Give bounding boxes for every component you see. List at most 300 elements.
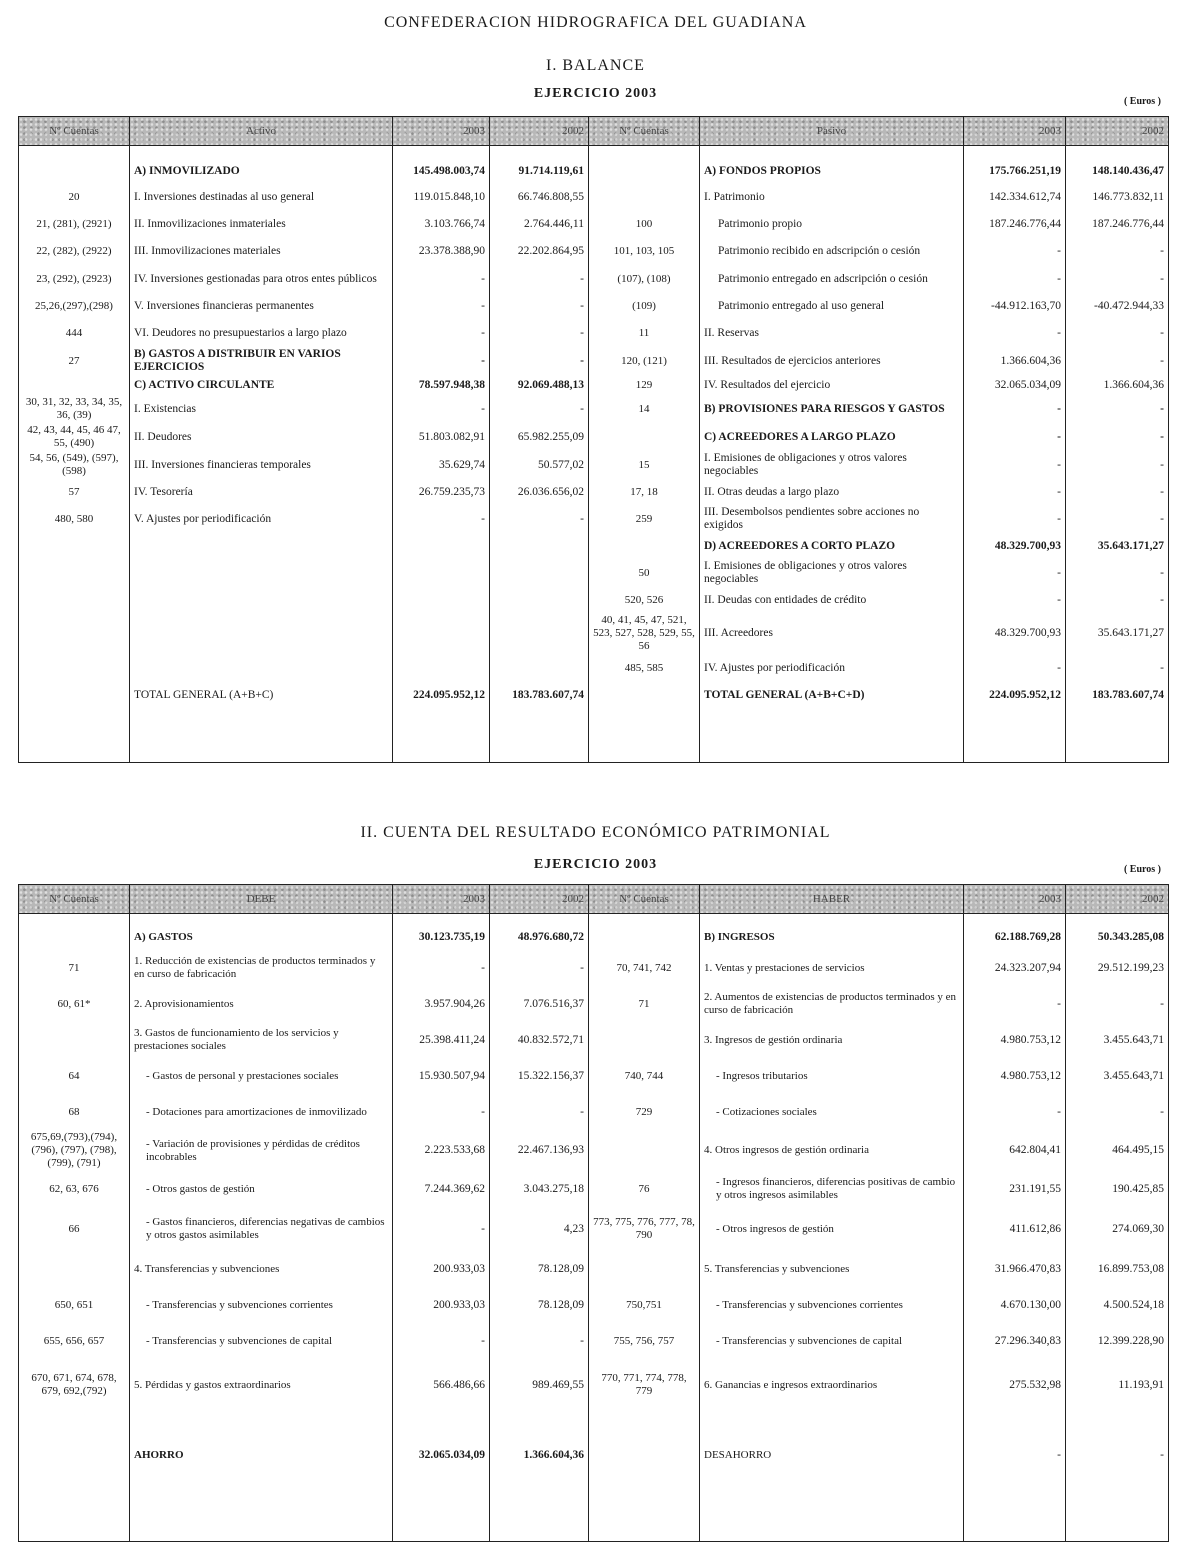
value-2002-activo: - bbox=[490, 320, 589, 347]
value-2003-debe: 200.933,03 bbox=[393, 1251, 490, 1287]
concept-pasivo: B) PROVISIONES PARA RIESGOS Y GASTOS bbox=[700, 395, 964, 423]
value-2002-haber: 274.069,30 bbox=[1066, 1207, 1169, 1251]
value-2002-activo: - bbox=[490, 395, 589, 423]
spacer-cell bbox=[19, 708, 130, 763]
concept-activo bbox=[130, 613, 393, 654]
value-2003-pasivo: - bbox=[964, 265, 1066, 293]
value-2002-pasivo: - bbox=[1066, 320, 1169, 347]
header-2003-pasivo: 2003 bbox=[964, 117, 1066, 146]
spacer-cell bbox=[490, 708, 589, 763]
concept-debe: - Otros gastos de gestión bbox=[130, 1171, 393, 1207]
header-2002-debe: 2002 bbox=[490, 885, 589, 914]
spacer-cell bbox=[964, 914, 1066, 925]
account-debe: 60, 61* bbox=[19, 986, 130, 1022]
concept-debe: - Dotaciones para amortizaciones de inmovilizado bbox=[130, 1094, 393, 1130]
account-pasivo bbox=[589, 158, 700, 184]
header-2002-pasivo: 2002 bbox=[1066, 117, 1169, 146]
concept-activo: TOTAL GENERAL (A+B+C) bbox=[130, 682, 393, 708]
resultado-header-row bbox=[19, 885, 1169, 914]
account-debe: 670, 671, 674, 678, 679, 692,(792) bbox=[19, 1359, 130, 1411]
spacer-cell bbox=[700, 146, 964, 159]
value-2002-pasivo: - bbox=[1066, 505, 1169, 533]
balance-row bbox=[19, 505, 1169, 533]
account-activo: 54, 56, (549), (597), (598) bbox=[19, 451, 130, 479]
concept-activo bbox=[130, 654, 393, 682]
value-2002-pasivo: - bbox=[1066, 347, 1169, 375]
value-2003-activo: 78.597.948,38 bbox=[393, 375, 490, 395]
account-pasivo: 129 bbox=[589, 375, 700, 395]
spacer-cell bbox=[19, 914, 130, 925]
concept-haber: - Cotizaciones sociales bbox=[700, 1094, 964, 1130]
resultado-row bbox=[19, 1058, 1169, 1094]
value-2003-activo: 224.095.952,12 bbox=[393, 682, 490, 708]
value-2002-pasivo: - bbox=[1066, 423, 1169, 451]
balance-row bbox=[19, 265, 1169, 293]
account-debe: 655, 656, 657 bbox=[19, 1323, 130, 1359]
value-2002-debe: 48.976.680,72 bbox=[490, 924, 589, 950]
value-2003-debe: - bbox=[393, 950, 490, 986]
value-2003-activo: 26.759.235,73 bbox=[393, 479, 490, 505]
resultado-table bbox=[18, 884, 1169, 1542]
value-2002-haber: 50.343.285,08 bbox=[1066, 924, 1169, 950]
concept-debe: - Transferencias y subvenciones corrientes bbox=[130, 1287, 393, 1323]
account-haber: 740, 744 bbox=[589, 1058, 700, 1094]
resultado-row bbox=[19, 1022, 1169, 1058]
concept-debe: AHORRO bbox=[130, 1411, 393, 1499]
value-2003-pasivo: - bbox=[964, 320, 1066, 347]
account-activo bbox=[19, 654, 130, 682]
balance-row bbox=[19, 479, 1169, 505]
spacer-cell bbox=[19, 1499, 130, 1542]
concept-pasivo: II. Otras deudas a largo plazo bbox=[700, 479, 964, 505]
concept-activo bbox=[130, 533, 393, 559]
header-activo: Activo bbox=[130, 117, 393, 146]
balance-row bbox=[19, 184, 1169, 211]
value-2003-activo: 3.103.766,74 bbox=[393, 211, 490, 238]
spacer-cell bbox=[589, 1499, 700, 1542]
value-2003-haber: 4.980.753,12 bbox=[964, 1058, 1066, 1094]
value-2002-pasivo: - bbox=[1066, 654, 1169, 682]
spacer-cell bbox=[130, 146, 393, 159]
value-2003-pasivo: - bbox=[964, 451, 1066, 479]
value-2003-debe: 2.223.533,68 bbox=[393, 1130, 490, 1171]
account-activo: 25,26,(297),(298) bbox=[19, 293, 130, 320]
account-pasivo: 100 bbox=[589, 211, 700, 238]
value-2002-activo: - bbox=[490, 347, 589, 375]
concept-activo: C) ACTIVO CIRCULANTE bbox=[130, 375, 393, 395]
account-haber bbox=[589, 1022, 700, 1058]
value-2003-debe: 566.486,66 bbox=[393, 1359, 490, 1411]
account-pasivo bbox=[589, 423, 700, 451]
value-2003-activo bbox=[393, 533, 490, 559]
concept-haber: 2. Aumentos de existencias de productos terminados y en curso de fabricación bbox=[700, 986, 964, 1022]
resultado-ejercicio: EJERCICIO 2003 bbox=[533, 857, 658, 872]
account-haber: 70, 741, 742 bbox=[589, 950, 700, 986]
concept-haber: 3. Ingresos de gestión ordinaria bbox=[700, 1022, 964, 1058]
resultado-title: II. CUENTA DEL RESULTADO ECONÓMICO PATRIMONIAL bbox=[360, 824, 831, 841]
resultado-row bbox=[19, 986, 1169, 1022]
header-2003-activo: 2003 bbox=[393, 117, 490, 146]
value-2002-debe: 40.832.572,71 bbox=[490, 1022, 589, 1058]
resultado-row bbox=[19, 1094, 1169, 1130]
account-debe: 675,69,(793),(794), (796), (797), (798), (799), (791) bbox=[19, 1130, 130, 1171]
value-2003-activo: 23.378.388,90 bbox=[393, 238, 490, 265]
concept-activo bbox=[130, 559, 393, 587]
account-pasivo: 520, 526 bbox=[589, 587, 700, 613]
value-2002-haber: 4.500.524,18 bbox=[1066, 1287, 1169, 1323]
value-2002-activo: 65.982.255,09 bbox=[490, 423, 589, 451]
value-2002-haber: 190.425,85 bbox=[1066, 1171, 1169, 1207]
value-2002-activo: 2.764.446,11 bbox=[490, 211, 589, 238]
spacer-cell bbox=[130, 914, 393, 925]
header-haber: HABER bbox=[700, 885, 964, 914]
value-2003-activo bbox=[393, 613, 490, 654]
account-haber bbox=[589, 1411, 700, 1499]
value-2003-haber: - bbox=[964, 1094, 1066, 1130]
account-haber: 750,751 bbox=[589, 1287, 700, 1323]
value-2003-debe: 25.398.411,24 bbox=[393, 1022, 490, 1058]
concept-pasivo: III. Resultados de ejercicios anteriores bbox=[700, 347, 964, 375]
balance-body bbox=[19, 146, 1169, 763]
value-2002-haber: - bbox=[1066, 1094, 1169, 1130]
org-title: CONFEDERACION HIDROGRAFICA DEL GUADIANA bbox=[384, 14, 807, 31]
account-pasivo: 101, 103, 105 bbox=[589, 238, 700, 265]
header-2002-activo: 2002 bbox=[490, 117, 589, 146]
value-2003-activo: 119.015.848,10 bbox=[393, 184, 490, 211]
value-2002-pasivo: 35.643.171,27 bbox=[1066, 533, 1169, 559]
concept-activo: A) INMOVILIZADO bbox=[130, 158, 393, 184]
concept-pasivo: Patrimonio propio bbox=[700, 211, 964, 238]
value-2003-activo bbox=[393, 654, 490, 682]
balance-row bbox=[19, 320, 1169, 347]
concept-haber: - Transferencias y subvenciones corrientes bbox=[700, 1287, 964, 1323]
concept-haber: 4. Otros ingresos de gestión ordinaria bbox=[700, 1130, 964, 1171]
spacer-cell bbox=[1066, 708, 1169, 763]
balance-ejercicio: EJERCICIO 2003 bbox=[533, 86, 658, 101]
spacer-cell bbox=[589, 146, 700, 159]
value-2002-pasivo: 148.140.436,47 bbox=[1066, 158, 1169, 184]
account-haber: 76 bbox=[589, 1171, 700, 1207]
concept-activo: II. Inmovilizaciones inmateriales bbox=[130, 211, 393, 238]
account-haber bbox=[589, 924, 700, 950]
concept-activo: IV. Inversiones gestionadas para otros entes públicos bbox=[130, 265, 393, 293]
value-2003-haber: 411.612,86 bbox=[964, 1207, 1066, 1251]
concept-debe: 2. Aprovisionamientos bbox=[130, 986, 393, 1022]
value-2002-activo: - bbox=[490, 265, 589, 293]
value-2002-haber: 3.455.643,71 bbox=[1066, 1058, 1169, 1094]
value-2002-debe: - bbox=[490, 1094, 589, 1130]
concept-pasivo: Patrimonio entregado al uso general bbox=[700, 293, 964, 320]
concept-debe: 4. Transferencias y subvenciones bbox=[130, 1251, 393, 1287]
value-2003-haber: 31.966.470,83 bbox=[964, 1251, 1066, 1287]
account-activo: 30, 31, 32, 33, 34, 35, 36, (39) bbox=[19, 395, 130, 423]
spacer-cell bbox=[964, 1499, 1066, 1542]
value-2002-debe: 989.469,55 bbox=[490, 1359, 589, 1411]
resultado-row bbox=[19, 950, 1169, 986]
value-2002-pasivo: 146.773.832,11 bbox=[1066, 184, 1169, 211]
balance-row bbox=[19, 158, 1169, 184]
account-haber bbox=[589, 1130, 700, 1171]
value-2003-pasivo: - bbox=[964, 505, 1066, 533]
concept-pasivo: II. Reservas bbox=[700, 320, 964, 347]
spacer-cell bbox=[1066, 146, 1169, 159]
value-2002-haber: 464.495,15 bbox=[1066, 1130, 1169, 1171]
account-pasivo: 485, 585 bbox=[589, 654, 700, 682]
value-2003-haber: 4.670.130,00 bbox=[964, 1287, 1066, 1323]
value-2003-pasivo: - bbox=[964, 395, 1066, 423]
value-2003-pasivo: 224.095.952,12 bbox=[964, 682, 1066, 708]
resultado-row bbox=[19, 1359, 1169, 1411]
balance-row bbox=[19, 682, 1169, 708]
value-2003-activo: - bbox=[393, 347, 490, 375]
account-activo: 22, (282), (2922) bbox=[19, 238, 130, 265]
spacer-cell bbox=[490, 146, 589, 159]
header-cuentas-pasivo: Nº Cuentas bbox=[589, 117, 700, 146]
spacer-cell bbox=[1066, 914, 1169, 925]
concept-activo: V. Inversiones financieras permanentes bbox=[130, 293, 393, 320]
value-2002-activo: 92.069.488,13 bbox=[490, 375, 589, 395]
balance-row bbox=[19, 613, 1169, 654]
value-2003-debe: 200.933,03 bbox=[393, 1287, 490, 1323]
spacer-row bbox=[19, 708, 1169, 763]
account-activo bbox=[19, 587, 130, 613]
spacer-cell bbox=[1066, 1499, 1169, 1542]
value-2003-debe: 30.123.735,19 bbox=[393, 924, 490, 950]
resultado-row bbox=[19, 1287, 1169, 1323]
value-2002-debe: 7.076.516,37 bbox=[490, 986, 589, 1022]
value-2003-activo: - bbox=[393, 265, 490, 293]
concept-pasivo: TOTAL GENERAL (A+B+C+D) bbox=[700, 682, 964, 708]
concept-pasivo: Patrimonio entregado en adscripción o cesión bbox=[700, 265, 964, 293]
account-haber: 71 bbox=[589, 986, 700, 1022]
concept-debe: - Variación de provisiones y pérdidas de créditos incobrables bbox=[130, 1130, 393, 1171]
value-2002-pasivo: -40.472.944,33 bbox=[1066, 293, 1169, 320]
value-2003-activo: 51.803.082,91 bbox=[393, 423, 490, 451]
resultado-unit: ( Euros ) bbox=[1123, 864, 1161, 875]
value-2002-debe: 3.043.275,18 bbox=[490, 1171, 589, 1207]
account-pasivo: 17, 18 bbox=[589, 479, 700, 505]
resultado-row bbox=[19, 1251, 1169, 1287]
resultado-row bbox=[19, 1323, 1169, 1359]
concept-activo: II. Deudores bbox=[130, 423, 393, 451]
value-2002-debe: - bbox=[490, 950, 589, 986]
account-pasivo bbox=[589, 533, 700, 559]
value-2003-haber: 4.980.753,12 bbox=[964, 1022, 1066, 1058]
concept-haber: - Ingresos tributarios bbox=[700, 1058, 964, 1094]
account-pasivo: 14 bbox=[589, 395, 700, 423]
value-2003-haber: 275.532,98 bbox=[964, 1359, 1066, 1411]
account-debe bbox=[19, 1251, 130, 1287]
account-activo: 27 bbox=[19, 347, 130, 375]
balance-table bbox=[18, 116, 1169, 763]
account-activo: 42, 43, 44, 45, 46 47, 55, (490) bbox=[19, 423, 130, 451]
account-activo: 21, (281), (2921) bbox=[19, 211, 130, 238]
value-2002-activo: 91.714.119,61 bbox=[490, 158, 589, 184]
value-2003-pasivo: 187.246.776,44 bbox=[964, 211, 1066, 238]
spacer-cell bbox=[130, 708, 393, 763]
header-2002-haber: 2002 bbox=[1066, 885, 1169, 914]
account-pasivo: (109) bbox=[589, 293, 700, 320]
concept-haber: 1. Ventas y prestaciones de servicios bbox=[700, 950, 964, 986]
concept-pasivo: C) ACREEDORES A LARGO PLAZO bbox=[700, 423, 964, 451]
value-2002-activo: - bbox=[490, 293, 589, 320]
value-2002-pasivo: - bbox=[1066, 265, 1169, 293]
value-2002-activo bbox=[490, 533, 589, 559]
header-cuentas-activo: Nº Cuentas bbox=[19, 117, 130, 146]
account-pasivo: 11 bbox=[589, 320, 700, 347]
value-2003-activo: - bbox=[393, 293, 490, 320]
account-activo: 480, 580 bbox=[19, 505, 130, 533]
value-2002-activo: - bbox=[490, 505, 589, 533]
resultado-row bbox=[19, 924, 1169, 950]
value-2003-activo bbox=[393, 559, 490, 587]
spacer-cell bbox=[700, 1499, 964, 1542]
value-2003-activo bbox=[393, 587, 490, 613]
resultado-row bbox=[19, 1171, 1169, 1207]
spacer-cell bbox=[964, 146, 1066, 159]
concept-debe: 3. Gastos de funcionamiento de los servicios y prestaciones sociales bbox=[130, 1022, 393, 1058]
spacer-cell bbox=[393, 1499, 490, 1542]
account-activo bbox=[19, 682, 130, 708]
account-activo: 23, (292), (2923) bbox=[19, 265, 130, 293]
spacer-cell bbox=[589, 914, 700, 925]
value-2003-pasivo: 142.334.612,74 bbox=[964, 184, 1066, 211]
spacer-cell bbox=[130, 1499, 393, 1542]
concept-haber: 5. Transferencias y subvenciones bbox=[700, 1251, 964, 1287]
header-2003-debe: 2003 bbox=[393, 885, 490, 914]
concept-activo: III. Inmovilizaciones materiales bbox=[130, 238, 393, 265]
concept-haber: - Transferencias y subvenciones de capital bbox=[700, 1323, 964, 1359]
value-2003-pasivo: 48.329.700,93 bbox=[964, 613, 1066, 654]
spacer-cell bbox=[964, 708, 1066, 763]
concept-pasivo: D) ACREEDORES A CORTO PLAZO bbox=[700, 533, 964, 559]
account-debe: 62, 63, 676 bbox=[19, 1171, 130, 1207]
account-pasivo: 120, (121) bbox=[589, 347, 700, 375]
account-activo: 444 bbox=[19, 320, 130, 347]
value-2002-activo: 22.202.864,95 bbox=[490, 238, 589, 265]
value-2002-haber: 3.455.643,71 bbox=[1066, 1022, 1169, 1058]
value-2002-pasivo: - bbox=[1066, 479, 1169, 505]
value-2002-haber: 12.399.228,90 bbox=[1066, 1323, 1169, 1359]
value-2002-pasivo: 1.366.604,36 bbox=[1066, 375, 1169, 395]
account-haber: 729 bbox=[589, 1094, 700, 1130]
concept-debe: - Gastos financieros, diferencias negativas de cambios y otros gastos asimilables bbox=[130, 1207, 393, 1251]
concept-activo: VI. Deudores no presupuestarios a largo plazo bbox=[130, 320, 393, 347]
resultado-body bbox=[19, 914, 1169, 1542]
value-2003-activo: 35.629,74 bbox=[393, 451, 490, 479]
value-2003-pasivo: -44.912.163,70 bbox=[964, 293, 1066, 320]
concept-haber: - Ingresos financieros, diferencias positivas de cambio y otros ingresos asimilables bbox=[700, 1171, 964, 1207]
balance-row bbox=[19, 347, 1169, 375]
spacer-cell bbox=[490, 914, 589, 925]
value-2002-pasivo: - bbox=[1066, 451, 1169, 479]
account-activo: 57 bbox=[19, 479, 130, 505]
value-2002-debe: 15.322.156,37 bbox=[490, 1058, 589, 1094]
balance-row bbox=[19, 451, 1169, 479]
value-2002-pasivo: 187.246.776,44 bbox=[1066, 211, 1169, 238]
concept-debe: - Transferencias y subvenciones de capital bbox=[130, 1323, 393, 1359]
value-2002-activo bbox=[490, 613, 589, 654]
account-activo bbox=[19, 158, 130, 184]
account-pasivo: 50 bbox=[589, 559, 700, 587]
value-2003-pasivo: - bbox=[964, 238, 1066, 265]
balance-unit: ( Euros ) bbox=[1123, 96, 1161, 107]
spacer-cell bbox=[589, 708, 700, 763]
value-2003-pasivo: - bbox=[964, 423, 1066, 451]
value-2003-pasivo: - bbox=[964, 654, 1066, 682]
value-2002-pasivo: - bbox=[1066, 238, 1169, 265]
balance-row bbox=[19, 587, 1169, 613]
account-pasivo: 40, 41, 45, 47, 521, 523, 527, 528, 529, 55, 56 bbox=[589, 613, 700, 654]
balance-row bbox=[19, 559, 1169, 587]
concept-pasivo: IV. Resultados del ejercicio bbox=[700, 375, 964, 395]
concept-activo: III. Inversiones financieras temporales bbox=[130, 451, 393, 479]
value-2002-activo bbox=[490, 587, 589, 613]
balance-row bbox=[19, 654, 1169, 682]
concept-pasivo: IV. Ajustes por periodificación bbox=[700, 654, 964, 682]
value-2002-haber: - bbox=[1066, 986, 1169, 1022]
balance-row bbox=[19, 533, 1169, 559]
concept-debe: - Gastos de personal y prestaciones sociales bbox=[130, 1058, 393, 1094]
value-2002-activo: 66.746.808,55 bbox=[490, 184, 589, 211]
account-haber bbox=[589, 1251, 700, 1287]
value-2002-debe: - bbox=[490, 1323, 589, 1359]
value-2003-pasivo: - bbox=[964, 559, 1066, 587]
value-2003-activo: - bbox=[393, 505, 490, 533]
value-2003-activo: - bbox=[393, 320, 490, 347]
account-pasivo: 259 bbox=[589, 505, 700, 533]
value-2002-pasivo: - bbox=[1066, 559, 1169, 587]
concept-debe: A) GASTOS bbox=[130, 924, 393, 950]
value-2002-debe: 4,23 bbox=[490, 1207, 589, 1251]
header-cuentas-haber: Nº Cuentas bbox=[589, 885, 700, 914]
spacer-cell bbox=[393, 708, 490, 763]
value-2003-activo: 145.498.003,74 bbox=[393, 158, 490, 184]
value-2003-debe: 7.244.369,62 bbox=[393, 1171, 490, 1207]
balance-row bbox=[19, 423, 1169, 451]
resultado-row bbox=[19, 1207, 1169, 1251]
value-2003-debe: - bbox=[393, 1207, 490, 1251]
value-2002-haber: 16.899.753,08 bbox=[1066, 1251, 1169, 1287]
balance-row bbox=[19, 375, 1169, 395]
account-pasivo: (107), (108) bbox=[589, 265, 700, 293]
concept-haber: B) INGRESOS bbox=[700, 924, 964, 950]
value-2003-debe: - bbox=[393, 1094, 490, 1130]
concept-haber: DESAHORRO bbox=[700, 1411, 964, 1499]
value-2002-haber: 11.193,91 bbox=[1066, 1359, 1169, 1411]
value-2002-pasivo: 35.643.171,27 bbox=[1066, 613, 1169, 654]
value-2003-haber: - bbox=[964, 1411, 1066, 1499]
spacer-cell bbox=[490, 1499, 589, 1542]
account-activo: 20 bbox=[19, 184, 130, 211]
value-2003-pasivo: - bbox=[964, 479, 1066, 505]
concept-debe: 5. Pérdidas y gastos extraordinarios bbox=[130, 1359, 393, 1411]
account-debe bbox=[19, 1411, 130, 1499]
spacer-cell bbox=[393, 914, 490, 925]
value-2002-haber: 29.512.199,23 bbox=[1066, 950, 1169, 986]
account-activo bbox=[19, 375, 130, 395]
spacer-row bbox=[19, 1499, 1169, 1542]
concept-pasivo: I. Emisiones de obligaciones y otros valores negociables bbox=[700, 451, 964, 479]
account-haber: 770, 771, 774, 778, 779 bbox=[589, 1359, 700, 1411]
account-pasivo: 15 bbox=[589, 451, 700, 479]
concept-debe: 1. Reducción de existencias de productos terminados y en curso de fabricación bbox=[130, 950, 393, 986]
account-debe: 650, 651 bbox=[19, 1287, 130, 1323]
header-2003-haber: 2003 bbox=[964, 885, 1066, 914]
value-2003-pasivo: - bbox=[964, 587, 1066, 613]
concept-pasivo: III. Desembolsos pendientes sobre acciones no exigidos bbox=[700, 505, 964, 533]
value-2002-pasivo: - bbox=[1066, 587, 1169, 613]
